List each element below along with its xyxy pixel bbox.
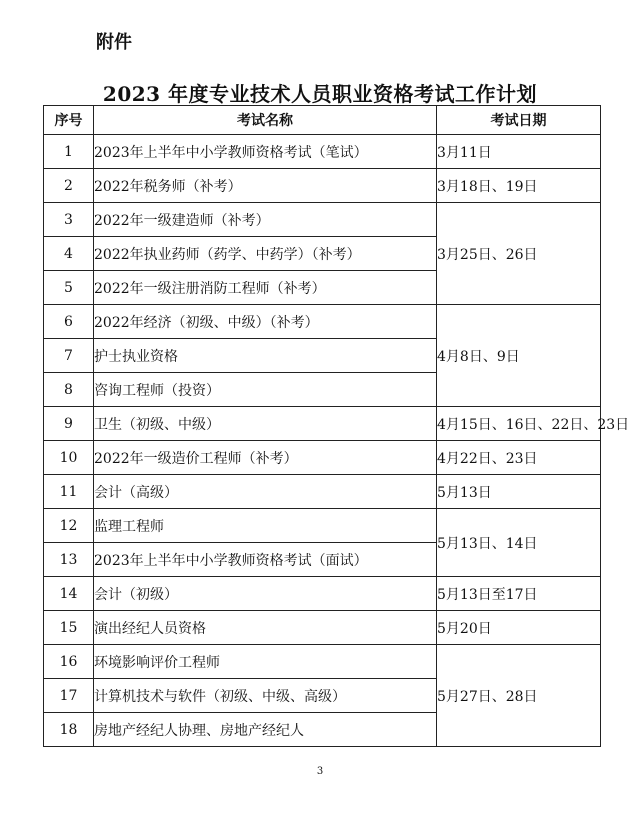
exam-name: 会计（高级） [94,475,437,509]
column-header-exam-name: 考试名称 [94,106,437,135]
table-row [44,645,601,679]
exam-name: 卫生（初级、中级） [94,407,437,441]
table-row [44,509,601,543]
exam-name: 会计（初级） [94,577,437,611]
table-row [44,305,601,339]
page-number: 3 [316,766,324,777]
row-number: 12 [44,509,94,543]
exam-name: 护士执业资格 [94,339,437,373]
exam-date: 5月13日 [437,475,601,509]
exam-name: 2022年一级建造师（补考） [94,203,437,237]
table-row [44,611,601,645]
exam-name: 2022年一级造价工程师（补考） [94,441,437,475]
exam-name: 演出经纪人员资格 [94,611,437,645]
column-header-number: 序号 [44,106,94,135]
row-number: 3 [44,203,94,237]
exam-schedule-table [43,105,630,747]
exam-name: 环境影响评价工程师 [94,645,437,679]
row-number: 1 [44,135,94,169]
exam-date: 3月18日、19日 [437,169,601,203]
row-number: 18 [44,713,94,747]
exam-date: 3月11日 [437,135,601,169]
exam-name: 2022年执业药师（药学、中药学）（补考） [94,237,437,271]
exam-name: 咨询工程师（投资） [94,373,437,407]
exam-date: 5月20日 [437,611,601,645]
exam-date: 4月15日、16日、22日、23日 [437,407,601,441]
exam-name: 计算机技术与软件（初级、中级、高级） [94,679,437,713]
table-row [44,475,601,509]
row-number: 4 [44,237,94,271]
table-row [44,441,601,475]
exam-name: 2022年一级注册消防工程师（补考） [94,271,437,305]
table-row [44,407,601,441]
row-number: 17 [44,679,94,713]
row-number: 15 [44,611,94,645]
exam-date: 5月13日至17日 [437,577,601,611]
table-row [44,203,601,237]
table-row [44,577,601,611]
row-number: 6 [44,305,94,339]
exam-name: 2022年经济（初级、中级）（补考） [94,305,437,339]
column-header-exam-date: 考试日期 [437,106,601,135]
exam-date: 5月27日、28日 [437,645,601,747]
row-number: 11 [44,475,94,509]
row-number: 7 [44,339,94,373]
attachment-label: 附件 [96,32,132,53]
row-number: 13 [44,543,94,577]
exam-name: 2023年上半年中小学教师资格考试（面试） [94,543,437,577]
exam-name: 房地产经纪人协理、房地产经纪人 [94,713,437,747]
exam-date: 3月25日、26日 [437,203,601,305]
row-number: 2 [44,169,94,203]
table-header-row [44,106,601,135]
row-number: 16 [44,645,94,679]
row-number: 10 [44,441,94,475]
table-row [44,169,601,203]
exam-date: 4月8日、9日 [437,305,601,407]
exam-date: 5月13日、14日 [437,509,601,577]
exam-name: 2023年上半年中小学教师资格考试（笔试） [94,135,437,169]
exam-name: 2022年税务师（补考） [94,169,437,203]
row-number: 14 [44,577,94,611]
exam-name: 监理工程师 [94,509,437,543]
table-row [44,135,601,169]
page-title: 2023 年度专业技术人员职业资格考试工作计划 [102,82,538,106]
row-number: 5 [44,271,94,305]
row-number: 8 [44,373,94,407]
exam-date: 4月22日、23日 [437,441,601,475]
row-number: 9 [44,407,94,441]
